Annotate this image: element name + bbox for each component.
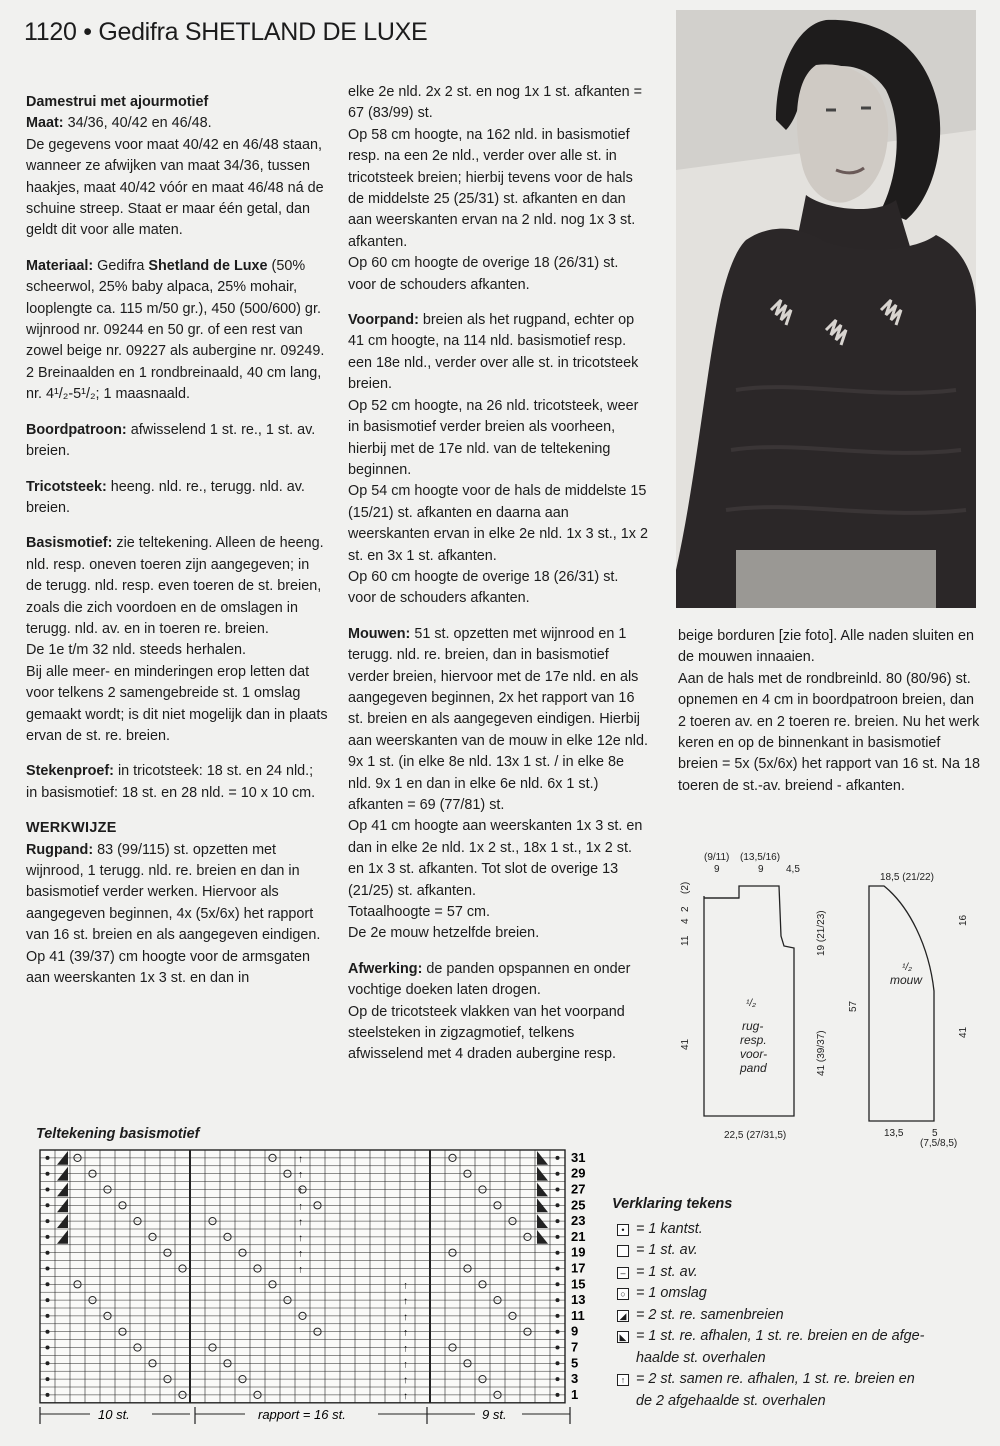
kantst-mark — [46, 1203, 50, 1207]
kantst-mark — [556, 1314, 560, 1318]
body-label-3: resp. — [740, 1033, 767, 1047]
dim-sleeve-right-2: 41 — [958, 1026, 969, 1038]
right-decrease-icon: ◣ — [617, 1331, 629, 1343]
boord-text: afwisselend 1 st. re., 1 st. av. breien. — [26, 421, 316, 460]
dim-sleeve-top: 18,5 (21/22) — [880, 872, 934, 883]
col2-p3: Op 60 cm hoogte de overige 18 (26/31) st. voor de schouders afkanten. — [348, 255, 619, 293]
maat-text: De gegevens voor maat 40/42 en 46/48 staan, wanneer ze afwijken van maat 34/36, tussen haakjes, maat 40/42 vóór en maat 46/48 ná de schuine streep. Staat er maar één getal, dan geldt dit voor alle maten. — [26, 136, 324, 239]
kantst-mark — [46, 1346, 50, 1350]
knitting-chart — [30, 1142, 600, 1432]
kantst-mark — [556, 1282, 560, 1286]
dim-right-1: 19 (21/23) — [816, 910, 827, 956]
legend-text-5: = 1 st. re. afhalen, 1 st. re. breien en de afge- — [636, 1328, 925, 1344]
mouw-text: 51 st. opzetten met wijnrood en 1 terugg. nld. re. breien, dan in basismotief verder breien, hiervoor met de 17e nld. en als aangegeven beginnen, 2x het rapport van 16 st. breien en als aangegeven eindigen. Hierbij aan weerskanten van de mouw in elke 12e nld. 9x 1 st. (in elke 8e nld. 13x 1 st. / in elke 8e nld. 9x 1 en dan in elke 6e nld. 6x 1 st.) afkanten = 69 (77/81) st. — [348, 625, 648, 813]
row-label: 1 — [571, 1386, 579, 1402]
kantst-mark — [46, 1377, 50, 1381]
mouw-text-2: Op 41 cm hoogte aan weerskanten 1x 3 st. en dan in elke 2e nld. 1x 2 st., 18x 1 st., 1x 2 st. en 1x 3 st. afkanten. Tot slot de overige 13 (21/25) st. afkanten. — [348, 818, 643, 899]
double-decrease-mark: ↑ — [403, 1280, 408, 1292]
row-label: 23 — [571, 1213, 586, 1229]
voor-label: Voorpand: — [348, 312, 419, 329]
materiaal-name: Shetland de Luxe — [148, 257, 268, 274]
kantst-mark — [46, 1251, 50, 1255]
dim-sleeve-right-1: 16 — [958, 914, 969, 926]
double-decrease-mark: ↑ — [298, 1153, 303, 1165]
kantst-mark — [46, 1314, 50, 1318]
column-1 — [26, 92, 328, 989]
double-decrease-mark: ↑ — [298, 1185, 303, 1197]
kantst-mark — [556, 1346, 560, 1350]
kantst-icon: • — [617, 1224, 629, 1236]
dim-left-2: 2 — [680, 906, 691, 912]
legend-item-av — [612, 1240, 992, 1262]
dim-sleeve-bottom-a: 13,5 — [884, 1128, 904, 1139]
afw-text-2: Op de tricotsteek vlakken van het voorpand steelsteken in zigzagmotief, telkens afwisselend met 4 draden aubergine resp. — [348, 1003, 625, 1063]
dash-icon: – — [617, 1267, 629, 1279]
proef-label: Stekenproef: — [26, 763, 114, 780]
double-decrease-mark: ↑ — [298, 1201, 303, 1213]
bottom-label-10st: 10 st. — [98, 1407, 130, 1422]
basis-text: zie teltekening. Alleen de heeng. nld. resp. oneven toeren zijn aangegeven; in de terugg. nld. resp. even toeren de st. breien, zoals die zich voordoen en de omslagen in terugg. nld. av. en in toeren re. breien. — [26, 535, 324, 637]
basis-text-3: Bij alle meer- en minderingen erop letten dat voor telkens 2 samengebreide st. 1 omslag gemaakt wordt; is dit niet mogelijk dan in plaats ervan de st. re. breien. — [26, 663, 328, 744]
kantst-mark — [46, 1361, 50, 1365]
kantst-mark — [556, 1172, 560, 1176]
legend — [612, 1194, 992, 1412]
kantst-mark — [46, 1156, 50, 1160]
double-decrease-mark: ↑ — [403, 1390, 408, 1402]
materiaal-text: (50% scheerwol, 25% baby alpaca, 25% mohair, looplengte ca. 115 m/50 gr.), 450 (500/600) gr. wijnrood nr. 09244 en 50 gr. of een rest van zowel beige nr. 09227 als aubergine nr. 09249. — [26, 257, 325, 360]
dim-bottom-body: 22,5 (27/31,5) — [724, 1130, 787, 1141]
row-label: 5 — [571, 1355, 579, 1371]
materiaal-needles: 2 Breinaalden en 1 rondbreinaald, 40 cm lang, nr. 4¹/₂-5¹/₂; 1 maasnaald. — [26, 364, 322, 403]
dim-right-2: 41 (39/37) — [816, 1030, 827, 1076]
legend-item-omslag — [612, 1283, 992, 1305]
double-decrease-mark: ↑ — [403, 1343, 408, 1355]
dim-left-3: 4 — [680, 918, 691, 924]
kantst-mark — [556, 1393, 560, 1397]
column-3 — [678, 626, 980, 797]
legend-item-double — [612, 1369, 992, 1412]
sweater-photo — [676, 10, 976, 608]
voor-text: breien als het rugpand, echter op 41 cm hoogte, na 114 nld. basismotief resp. een 18e nld., verder over alle st. in tricotsteek breien. — [348, 312, 639, 393]
mouw-label: Mouwen: — [348, 625, 411, 642]
bottom-label-9st: 9 st. — [482, 1407, 507, 1422]
voor-text-4: Op 60 cm hoogte de overige 18 (26/31) st. voor de schouders afkanten. — [348, 568, 619, 607]
legend-item-kantst — [612, 1219, 992, 1241]
proef-text: in tricotsteek: 18 st. en 24 nld.; in basismotief: 18 st. en 28 nld. = 10 x 10 cm. — [26, 763, 316, 801]
kantst-mark — [556, 1251, 560, 1255]
kantst-mark — [556, 1235, 560, 1239]
col2-p2: Op 58 cm hoogte, na 162 nld. in basismotief resp. na een 2e nld., verder over alle st. in tricotsteek breien; hierbij tevens voor de hals de middelste 25 (25/31) st. afkanten en dan aan weerskanten ervan na 2 nld. nog 1x 3 st. afkanten. — [348, 126, 636, 250]
legend-text-4: = 2 st. re. samenbreien — [636, 1306, 784, 1323]
legend-text-0: = 1 kantst. — [636, 1220, 703, 1237]
legend-item-samenbreien — [612, 1305, 992, 1327]
page-number: 1120 — [24, 18, 77, 46]
bottom-label-rapport: rapport = 16 st. — [258, 1407, 346, 1422]
werkwijze-heading: WERKWIJZE — [26, 820, 117, 837]
kantst-mark — [46, 1282, 50, 1286]
row-label: 29 — [571, 1165, 586, 1181]
kantst-mark — [46, 1298, 50, 1302]
blank-icon — [617, 1245, 629, 1257]
afw-text: de panden opspannen en onder vochtige doeken laten drogen. — [348, 960, 631, 999]
voor-text-2: Op 52 cm hoogte, na 26 nld. tricotsteek, weer in basismotief verder breien als voorheen, hierbij met de 17e nld. van de teltekening beginnen. — [348, 397, 639, 478]
body-label-4: voor- — [740, 1047, 768, 1061]
double-decrease-mark: ↑ — [298, 1217, 303, 1229]
kantst-mark — [556, 1267, 560, 1271]
kantst-mark — [556, 1188, 560, 1192]
double-decrease-mark: ↑ — [403, 1375, 408, 1387]
double-decrease-mark: ↑ — [298, 1169, 303, 1181]
row-label: 21 — [571, 1228, 586, 1244]
row-label: 3 — [571, 1371, 579, 1387]
mouw-text-3: Totaalhoogte = 57 cm. — [348, 904, 491, 921]
page-title — [24, 18, 427, 47]
col3-p2: Aan de hals met de rondbreinld. 80 (80/96) st. opnemen en 4 cm in boordpatroon breien, dan 2 toeren av. en 2 toeren re. breien. Nu het werk keren en op de binnenkant in basismotief breien = 5x (5x/6x) het rapport van 16 st. Na 18 toeren de st.-av. breiend - afkanten. — [678, 670, 980, 794]
basis-label: Basismotief: — [26, 535, 113, 552]
dim-top-a2: 9 — [714, 864, 720, 875]
row-label: 9 — [571, 1323, 579, 1339]
kantst-mark — [556, 1377, 560, 1381]
double-decrease-mark: ↑ — [403, 1327, 408, 1339]
legend-text-6b: de 2 afgehaalde st. overhalen — [636, 1392, 826, 1409]
sleeve-label-2: mouw — [890, 973, 923, 987]
kantst-mark — [556, 1219, 560, 1223]
rug-text-2: Op 41 (39/37) cm hoogte voor de armsgaten aan weerskanten 1x 3 st. en dan in — [26, 948, 310, 987]
kantst-mark — [556, 1330, 560, 1334]
body-label-2: rug- — [742, 1019, 764, 1033]
rug-label: Rugpand: — [26, 841, 94, 858]
legend-text-2: = 1 st. av. — [636, 1263, 698, 1280]
legend-text-5b: haalde st. overhalen — [636, 1349, 766, 1366]
mouw-text-4: De 2e mouw hetzelfde breien. — [348, 925, 540, 942]
col3-p1: beige borduren [zie foto]. Alle naden sluiten en de mouwen innaaien. — [678, 628, 975, 666]
kantst-mark — [46, 1219, 50, 1223]
title-text: Gedifra SHETLAND DE LUXE — [98, 18, 428, 46]
legend-text-3: = 1 omslag — [636, 1285, 707, 1301]
kantst-mark — [46, 1235, 50, 1239]
left-decrease-icon: ◢ — [617, 1310, 629, 1322]
kantst-mark — [46, 1267, 50, 1271]
kantst-mark — [46, 1393, 50, 1397]
row-label: 7 — [571, 1339, 579, 1355]
dim-sleeve-left: 57 — [848, 1000, 859, 1012]
double-decrease-mark: ↑ — [403, 1296, 408, 1308]
double-decrease-icon: ↑ — [617, 1374, 629, 1386]
row-label: 13 — [571, 1292, 586, 1308]
sleeve-label-1: ¹/₂ — [902, 962, 912, 973]
tricot-text: heeng. nld. re., terugg. nld. av. breien. — [26, 478, 305, 516]
afw-label: Afwerking: — [348, 960, 423, 977]
kantst-mark — [46, 1172, 50, 1176]
col2-p1: elke 2e nld. 2x 2 st. en nog 1x 1 st. afkanten = 67 (83/99) st. — [348, 84, 643, 122]
dim-left-5: 41 — [680, 1038, 691, 1050]
kantst-mark — [556, 1203, 560, 1207]
dim-left-1: (2) — [680, 881, 691, 894]
dim-top-b2: 9 — [758, 864, 764, 875]
row-label: 15 — [571, 1276, 586, 1292]
maat-value: 34/36, 40/42 en 46/48. — [63, 115, 212, 132]
row-label: 19 — [571, 1244, 586, 1260]
row-label: 17 — [571, 1260, 586, 1276]
double-decrease-mark: ↑ — [403, 1311, 408, 1323]
legend-item-overhalen — [612, 1326, 992, 1369]
tricot-label: Tricotsteek: — [26, 478, 107, 495]
boord-label: Boordpatroon: — [26, 421, 127, 438]
body-label-5: pand — [740, 1061, 767, 1075]
row-label: 27 — [571, 1181, 586, 1197]
maat-label: Maat: — [26, 115, 64, 132]
legend-text-6: = 2 st. samen re. afhalen, 1 st. re. breien en — [636, 1371, 915, 1387]
body-label-1: ¹/₂ — [746, 998, 756, 1009]
double-decrease-mark: ↑ — [403, 1359, 408, 1371]
row-label: 11 — [571, 1307, 585, 1323]
legend-text-1: = 1 st. av. — [636, 1242, 698, 1258]
kantst-mark — [556, 1361, 560, 1365]
double-decrease-mark: ↑ — [298, 1264, 303, 1276]
legend-title: Verklaring tekens — [612, 1196, 733, 1212]
dim-top-b: (13,5/16) — [740, 852, 781, 863]
circle-icon: ○ — [617, 1288, 629, 1300]
dim-top-a: (9/11) — [704, 852, 730, 863]
double-decrease-mark: ↑ — [298, 1248, 303, 1260]
legend-item-av-dash — [612, 1262, 992, 1284]
dim-sleeve-bottom-b: 5 — [932, 1128, 938, 1139]
dim-left-4: 11 — [680, 935, 691, 946]
materiaal-brand: Gedifra — [93, 257, 149, 274]
rug-text: 83 (99/115) st. opzetten met wijnrood, 1 terugg. nld. re. breien en dan in basismotief verder werken. Hiervoor als aangegeven beginnen, 4x (5x/6x) het rapport van 16 st. breien en als aangegeven eindigen. — [26, 841, 321, 944]
kantst-mark — [46, 1330, 50, 1334]
chart-bottom-labels — [40, 1407, 570, 1424]
size-schematic — [680, 846, 984, 1149]
model-illustration — [676, 10, 976, 608]
row-label: 25 — [571, 1197, 586, 1213]
materiaal-label: Materiaal: — [26, 257, 94, 274]
kantst-mark — [46, 1188, 50, 1192]
chart-title: Teltekening basismotief — [36, 1126, 200, 1142]
basis-text-2: De 1e t/m 32 nld. steeds herhalen. — [26, 642, 246, 659]
pattern-heading: Damestrui met ajourmotief — [26, 94, 209, 110]
bullet: • — [83, 18, 92, 46]
voor-text-3: Op 54 cm hoogte voor de hals de middelste 15 (15/21) st. afkanten en daarna aan weerskanten ervan in elke 2e nld. 1x 3 st., 1x 2 st. en 3x 1 st. afkanten. — [348, 483, 648, 564]
kantst-mark — [556, 1156, 560, 1160]
kantst-mark — [556, 1298, 560, 1302]
dim-top-c: 4,5 — [786, 864, 800, 875]
row-label: 31 — [571, 1149, 586, 1165]
double-decrease-mark: ↑ — [298, 1232, 303, 1244]
chart-row-labels — [571, 1150, 585, 1402]
dim-sleeve-bottom-c: (7,5/8,5) — [920, 1138, 958, 1149]
column-2 — [348, 82, 650, 1066]
